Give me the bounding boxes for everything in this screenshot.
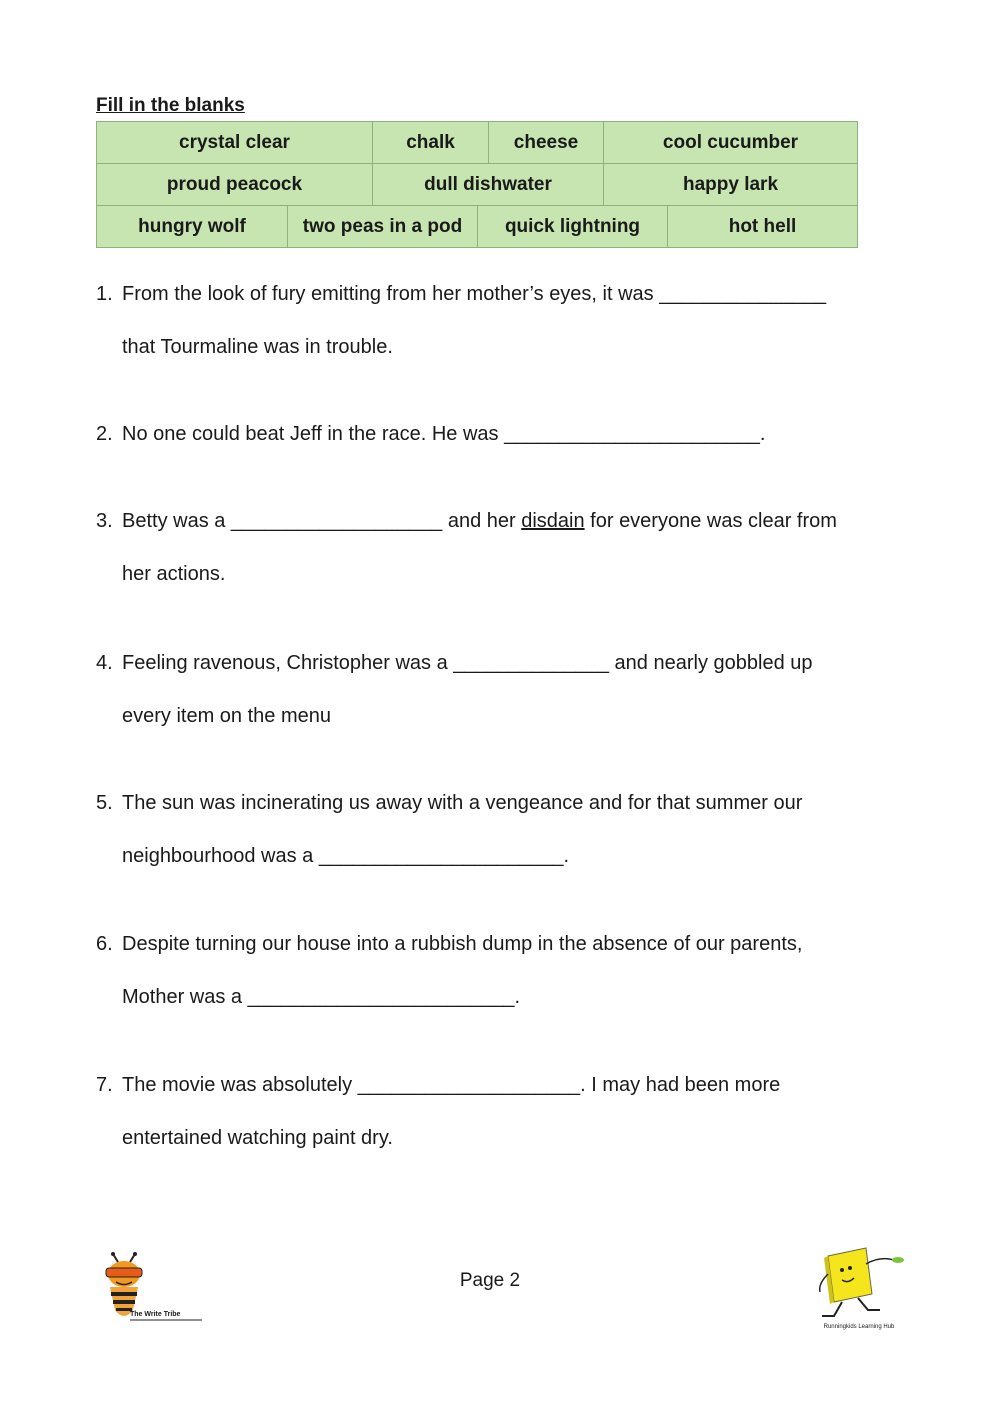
question-number: 1. (96, 283, 113, 305)
question-number: 5. (96, 792, 113, 814)
question-text: The sun was incinerating us away with a vengeance and for that summer our (122, 792, 803, 814)
question-text (122, 508, 837, 534)
question-text: Despite turning our house into a rubbish dump in the absence of our parents, (122, 933, 803, 955)
word-bank-cell: chalk (372, 122, 488, 163)
word-bank-cell: cheese (488, 122, 603, 163)
question-number: 7. (96, 1074, 113, 1096)
page-number: Page 2 (459, 1270, 521, 1291)
page-heading: Fill in the blanks (96, 95, 245, 116)
question-text: neighbourhood was a ______________________. (122, 845, 570, 867)
question-text: her actions. (122, 563, 226, 585)
word-bank-cell: happy lark (603, 164, 857, 205)
word-bank-cell: proud peacock (166, 173, 303, 195)
underlined-word: disdain (521, 510, 585, 532)
question-text: Mother was a ________________________. (122, 986, 521, 1008)
question-text: The movie was absolutely ____________________. I may had been more (122, 1074, 781, 1096)
question-number: 6. (96, 933, 113, 955)
question-text: every item on the menu (122, 705, 331, 727)
word-bank-cell: crystal clear (179, 131, 290, 153)
word-bank-row (97, 205, 857, 247)
word-bank-row (97, 122, 857, 163)
question-text: From the look of fury emitting from her mother’s eyes, it was _______________ (122, 283, 827, 305)
running-book-icon (808, 1244, 908, 1326)
word-bank-cell: hot hell (667, 206, 857, 247)
runningkids-logo (808, 1244, 908, 1344)
word-bank-cell: two peas in a pod (287, 206, 477, 247)
left-logo-text: The Write Tribe (130, 1311, 181, 1318)
question-text: that Tourmaline was in trouble. (122, 336, 393, 358)
question-text: No one could beat Jeff in the race. He was _______________________. (122, 423, 766, 445)
question-text: entertained watching paint dry. (122, 1127, 393, 1149)
word-bank-cell: hungry wolf (138, 215, 246, 237)
word-bank-cell: dull dishwater (372, 164, 603, 205)
word-bank-cell: quick lightning (477, 206, 667, 247)
question-number: 3. (96, 510, 113, 532)
word-bank-table (96, 121, 858, 248)
word-bank-cell: cool cucumber (603, 122, 857, 163)
question-text-part: for everyone was clear from (584, 510, 837, 532)
question-number: 4. (96, 652, 113, 674)
question-text: Feeling ravenous, Christopher was a ______________ and nearly gobbled up (122, 652, 813, 674)
word-bank-row (97, 163, 857, 205)
right-logo-text: Runningkids Learning Hub (823, 1324, 895, 1330)
question-number: 2. (96, 423, 113, 445)
question-text-part: Betty was a ___________________ and her (122, 510, 522, 532)
